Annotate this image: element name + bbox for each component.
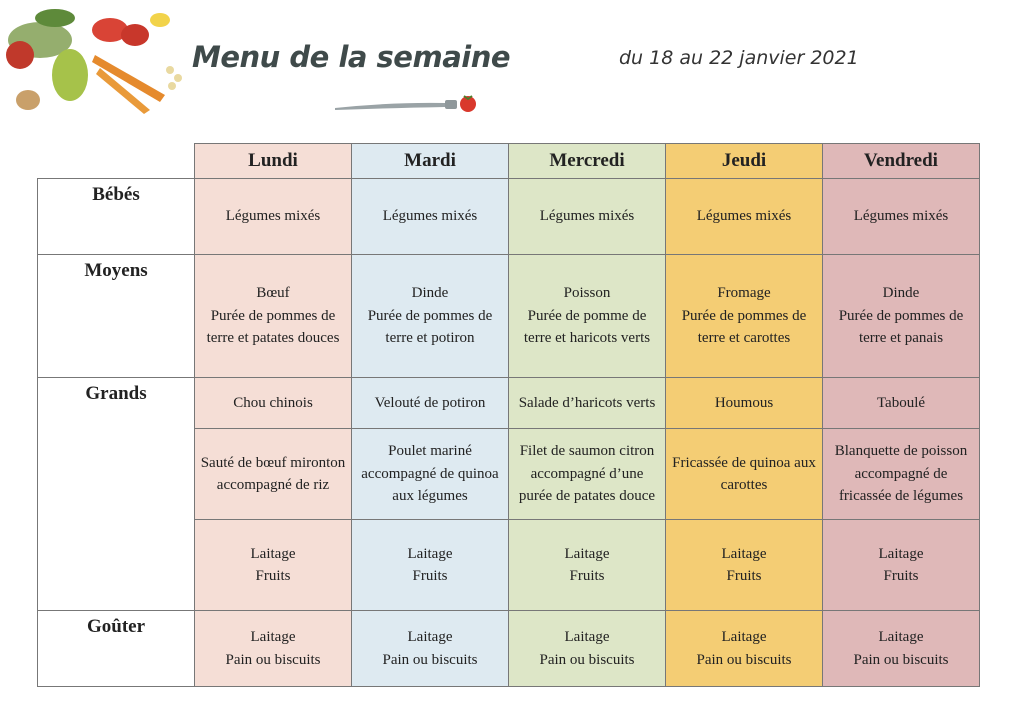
row-moyens xyxy=(38,255,980,378)
menu-cell: Légumes mixés xyxy=(509,179,666,255)
day-header-mercredi: Mercredi xyxy=(509,144,666,179)
menu-cell: Poulet mariné accompagné de quinoa aux légumes xyxy=(352,429,509,520)
menu-cell: Légumes mixés xyxy=(823,179,980,255)
menu-cell: Salade d’haricots verts xyxy=(509,378,666,429)
menu-cell: Laitage Fruits xyxy=(195,520,352,611)
menu-cell: Laitage Pain ou biscuits xyxy=(823,611,980,687)
fork-icon xyxy=(333,90,483,116)
day-header-row xyxy=(38,144,980,179)
menu-cell: Laitage Pain ou biscuits xyxy=(195,611,352,687)
menu-cell: Laitage Fruits xyxy=(352,520,509,611)
menu-cell: Poisson Purée de pomme de terre et haricots verts xyxy=(509,255,666,378)
menu-cell: Légumes mixés xyxy=(195,179,352,255)
menu-cell: Laitage Fruits xyxy=(666,520,823,611)
menu-cell: Laitage Pain ou biscuits xyxy=(352,611,509,687)
menu-cell: Fricassée de quinoa aux carottes xyxy=(666,429,823,520)
row-bebes xyxy=(38,179,980,255)
menu-cell: Dinde Purée de pommes de terre et panais xyxy=(823,255,980,378)
menu-cell: Blanquette de poisson accompagné de fricassée de légumes xyxy=(823,429,980,520)
date-range: du 18 au 22 janvier 2021 xyxy=(619,47,859,69)
menu-cell: Laitage Fruits xyxy=(509,520,666,611)
menu-cell: Bœuf Purée de pommes de terre et patates douces xyxy=(195,255,352,378)
menu-cell: Chou chinois xyxy=(195,378,352,429)
menu-cell: Sauté de bœuf mironton accompagné de riz xyxy=(195,429,352,520)
row-grands-entree xyxy=(38,378,980,429)
weekly-menu-table xyxy=(37,143,980,687)
menu-cell: Velouté de potiron xyxy=(352,378,509,429)
day-header-mardi: Mardi xyxy=(352,144,509,179)
empty-corner xyxy=(38,144,195,179)
menu-cell: Légumes mixés xyxy=(666,179,823,255)
menu-cell: Fromage Purée de pommes de terre et carottes xyxy=(666,255,823,378)
group-label-bebes: Bébés xyxy=(38,179,195,255)
vegetables-illustration xyxy=(0,0,220,130)
day-header-vendredi: Vendredi xyxy=(823,144,980,179)
menu-cell: Filet de saumon citron accompagné d’une purée de patates douce xyxy=(509,429,666,520)
menu-cell: Laitage Fruits xyxy=(823,520,980,611)
menu-cell: Laitage Pain ou biscuits xyxy=(666,611,823,687)
menu-cell: Laitage Pain ou biscuits xyxy=(509,611,666,687)
menu-cell: Houmous xyxy=(666,378,823,429)
group-label-grands: Grands xyxy=(38,378,195,611)
group-label-moyens: Moyens xyxy=(38,255,195,378)
menu-cell: Légumes mixés xyxy=(352,179,509,255)
row-gouter xyxy=(38,611,980,687)
group-label-gouter: Goûter xyxy=(38,611,195,687)
page-title: Menu de la semaine xyxy=(192,40,511,74)
day-header-jeudi: Jeudi xyxy=(666,144,823,179)
day-header-lundi: Lundi xyxy=(195,144,352,179)
menu-cell: Dinde Purée de pommes de terre et potiron xyxy=(352,255,509,378)
menu-cell: Taboulé xyxy=(823,378,980,429)
